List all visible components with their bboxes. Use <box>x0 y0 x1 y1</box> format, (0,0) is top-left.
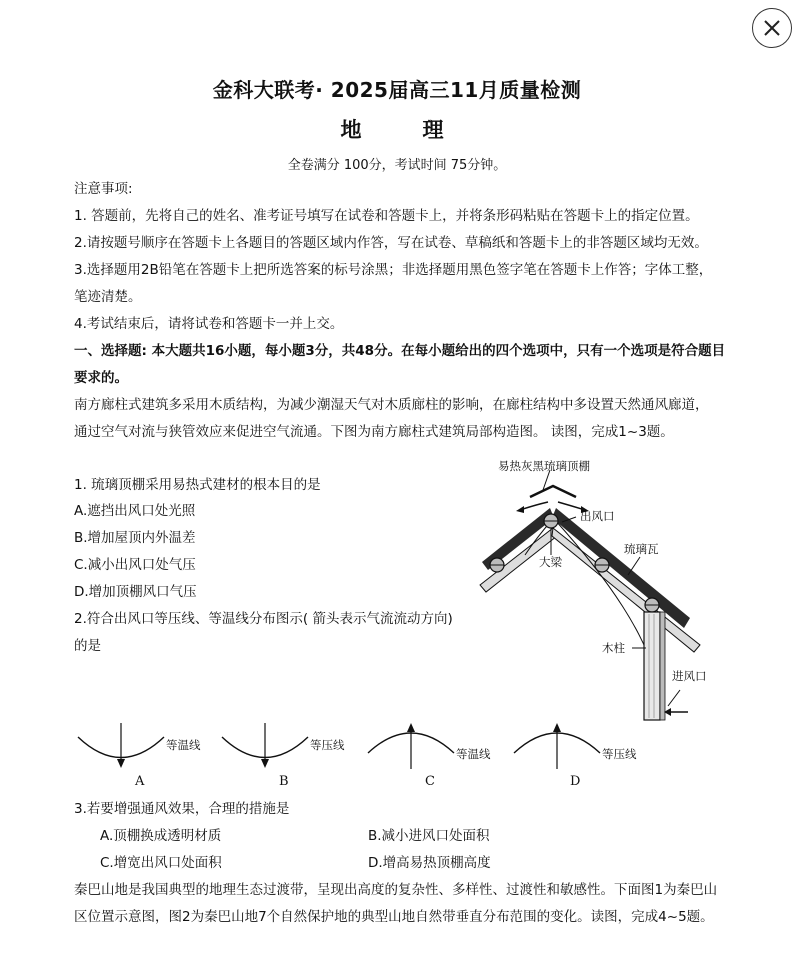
section-heading: 一、选择题: 本大题共16小题，每小题3分，共48分。在每小题给出的四个选项中，只有一个选项是符合题目 <box>74 343 726 359</box>
isoline-label-a: 等温线 <box>166 738 201 752</box>
notes-heading: 注意事项: <box>74 181 133 197</box>
question-2-stem: 2.符合出风口等压线、等温线分布图示( 箭头表示气流流动方向) <box>74 611 453 627</box>
page-title: 金科大联考· 2025届高三11月质量检测 <box>212 78 582 102</box>
note-item: 2.请按题号顺序在答题卡上各题目的答题区域内作答，写在试卷、草稿纸和答题卡上的非答题区域均无效。 <box>74 235 708 251</box>
isoline-label-c: 等温线 <box>456 747 491 761</box>
question-3-option-c[interactable]: C.增宽出风口处面积 <box>100 855 222 871</box>
figure-letter-a[interactable]: A <box>135 774 145 789</box>
note-item: 3.选择题用2B铅笔在答题卡上把所选答案的标号涂黑；非选择题用黑色签字笔在答题卡上作答；字体工整， <box>74 262 713 278</box>
isoline-label-b: 等压线 <box>310 738 345 752</box>
figure-letter-b[interactable]: B <box>279 774 289 789</box>
question-1-option-a[interactable]: A.遮挡出风口处光照 <box>74 503 196 519</box>
isoline-label-d: 等压线 <box>602 747 637 761</box>
subject-title: 地 理 <box>340 118 464 142</box>
label-hot-canopy: 易热灰黑琉璃顶棚 <box>498 459 590 473</box>
question-1-option-b[interactable]: B.增加屋顶内外温差 <box>74 530 196 546</box>
question-1-option-c[interactable]: C.减小出风口处气压 <box>74 557 196 573</box>
note-item: 笔迹清楚。 <box>74 289 142 305</box>
passage-line: 区位置示意图，图2为秦巴山地7个自然保护地的典型山地自然带垂直分布范围的变化。读图，完成4~5题。 <box>74 909 714 925</box>
question-1-stem: 1. 琉璃顶棚采用易热式建材的根本目的是 <box>74 477 321 493</box>
label-glazed-tile: 琉璃瓦 <box>624 542 659 556</box>
figure-letter-c[interactable]: C <box>425 774 435 789</box>
question-3-stem: 3.若要增强通风效果，合理的措施是 <box>74 801 290 817</box>
label-inlet: 进风口 <box>672 669 707 683</box>
note-item: 1. 答题前，先将自己的姓名、准考证号填写在试卷和答题卡上，并将条形码粘贴在答题卡上的指定位置。 <box>74 208 699 224</box>
question-2-stem-cont: 的是 <box>74 638 101 654</box>
passage-line: 秦巴山地是我国典型的地理生态过渡带，呈现出高度的复杂性、多样性、过渡性和敏感性。下面图1为秦巴山 <box>74 882 718 898</box>
question-3-option-b[interactable]: B.减小进风口处面积 <box>368 828 490 844</box>
exam-info: 全卷满分 100分，考试时间 75分钟。 <box>287 158 507 173</box>
section-heading-cont: 要求的。 <box>74 370 128 386</box>
question-3-option-a[interactable]: A.顶棚换成透明材质 <box>100 828 222 844</box>
label-wooden-column: 木柱 <box>602 641 625 655</box>
label-outlet: 出风口 <box>580 509 615 523</box>
question-3-option-d[interactable]: D.增高易热顶棚高度 <box>368 855 491 871</box>
question-1-option-d[interactable]: D.增加顶棚风口气压 <box>74 584 197 600</box>
passage-line: 南方廊柱式建筑多采用木质结构，为减少潮湿天气对木质廊柱的影响，在廊柱结构中多设置天然通风廊道， <box>74 397 709 413</box>
note-item: 4.考试结束后，请将试卷和答题卡一并上交。 <box>74 316 344 332</box>
figure-letter-d[interactable]: D <box>570 774 581 789</box>
label-beam: 大梁 <box>539 555 562 569</box>
passage-line: 通过空气对流与狭管效应来促进空气流通。下图为南方廊柱式建筑局部构造图。 读图，完成1~3题。 <box>74 424 674 440</box>
